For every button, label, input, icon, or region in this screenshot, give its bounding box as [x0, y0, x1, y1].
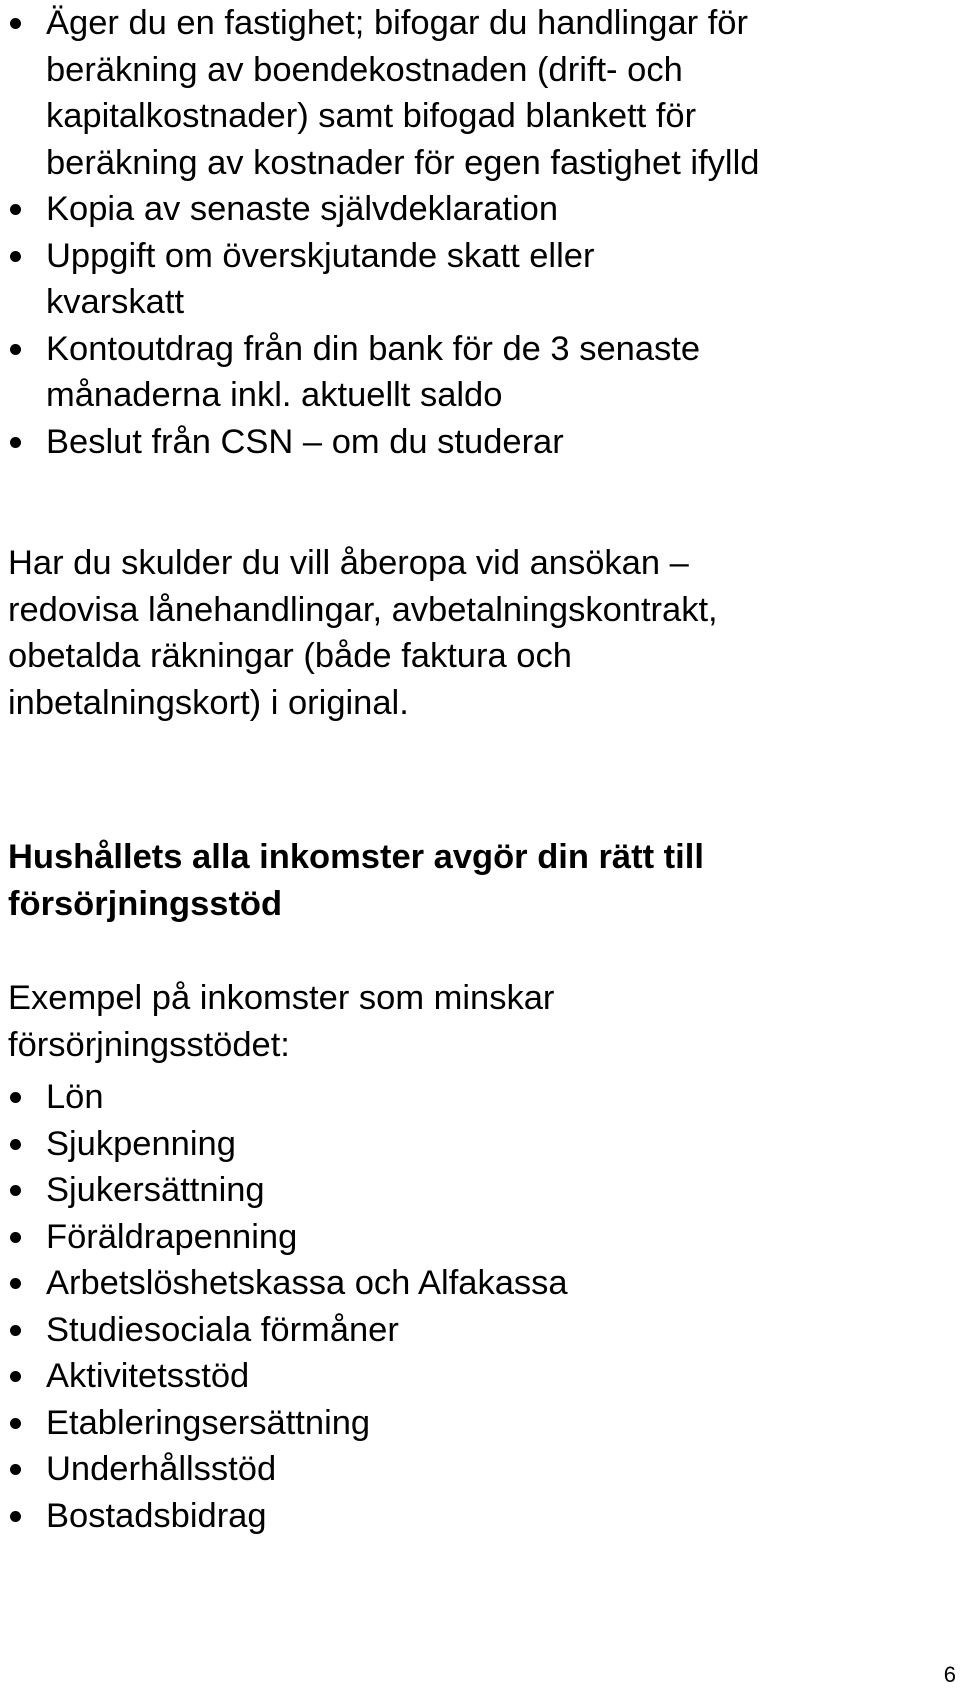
paragraph-line: försörjningsstödet:	[8, 1025, 290, 1064]
list-item-line: beräkning av boendekostnaden (drift- och	[46, 50, 683, 89]
list-item	[8, 233, 759, 326]
page-number: 6	[943, 1662, 956, 1687]
list-item-line: Aktivitetsstöd	[46, 1357, 250, 1395]
bullet-icon	[10, 344, 21, 355]
list-item	[8, 1121, 568, 1168]
bullet-icon	[10, 1139, 21, 1150]
paragraph-line: Exempel på inkomster som minskar	[8, 979, 555, 1017]
list-item	[8, 186, 759, 233]
bullet-icon	[10, 1464, 21, 1475]
list-item-line: kvarskatt	[46, 283, 185, 321]
bullet-icon	[10, 1092, 21, 1103]
list-item-line: Underhållsstöd	[46, 1450, 277, 1488]
bullet-icon	[10, 1418, 21, 1429]
list-item-line: Sjukpenning	[46, 1124, 236, 1163]
list-item	[8, 1353, 568, 1400]
list-item	[8, 1446, 568, 1493]
required-documents-list	[8, 0, 759, 465]
list-item-line: månaderna inkl. aktuellt saldo	[46, 376, 503, 414]
paragraph-line: obetalda räkningar (både faktura och	[8, 637, 572, 675]
paragraph-line: inbetalningskort) i original.	[8, 683, 409, 722]
bullet-icon	[10, 204, 21, 215]
list-item-line: Arbetslöshetskassa och Alfakassa	[46, 1264, 568, 1302]
list-item-line: Äger du en fastighet; bifogar du handlingar för	[46, 4, 748, 42]
list-item-line: Studiesociala förmåner	[46, 1310, 399, 1349]
list-item-line: Kontoutdrag från din bank för de 3 senaste	[46, 329, 701, 368]
list-item	[8, 1167, 568, 1214]
bullet-icon	[10, 1185, 21, 1196]
list-item	[8, 1214, 568, 1261]
list-item	[8, 1260, 568, 1307]
list-item-line: Uppgift om överskjutande skatt eller	[46, 236, 595, 275]
heading-line: Hushållets alla inkomster avgör din rätt till	[8, 838, 704, 876]
income-intro	[8, 975, 554, 1068]
list-item-line: Beslut från CSN – om du studerar	[46, 422, 564, 461]
list-item-line: Bostadsbidrag	[46, 1496, 267, 1535]
section-heading	[8, 834, 704, 927]
paragraph-line: redovisa lånehandlingar, avbetalningskontrakt,	[8, 590, 718, 629]
bullet-icon	[10, 437, 21, 448]
bullet-icon	[10, 1325, 21, 1336]
list-item	[8, 1493, 568, 1540]
list-item-line: kapitalkostnader) samt bifogad blankett för	[46, 97, 697, 135]
list-item-line: beräkning av kostnader för egen fastighet ifylld	[46, 143, 760, 182]
debts-paragraph	[8, 540, 718, 726]
bullet-icon	[10, 1371, 21, 1382]
list-item	[8, 1074, 568, 1121]
bullet-icon	[10, 1232, 21, 1243]
bullet-icon	[10, 18, 21, 29]
list-item-line: Lön	[46, 1078, 104, 1116]
paragraph-line: Har du skulder du vill åberopa vid ansökan –	[8, 544, 689, 582]
list-item-line: Kopia av senaste självdeklaration	[46, 190, 559, 228]
list-item	[8, 0, 759, 186]
list-item	[8, 326, 759, 419]
heading-line: försörjningsstöd	[8, 884, 283, 923]
list-item-line: Sjukersättning	[46, 1171, 265, 1209]
list-item-line: Etableringsersättning	[46, 1403, 371, 1442]
list-item	[8, 1400, 568, 1447]
list-item	[8, 1307, 568, 1354]
bullet-icon	[10, 251, 21, 262]
list-item-line: Föräldrapenning	[46, 1217, 298, 1256]
income-list	[8, 1074, 568, 1539]
bullet-icon	[10, 1278, 21, 1289]
bullet-icon	[10, 1511, 21, 1522]
list-item	[8, 419, 759, 466]
